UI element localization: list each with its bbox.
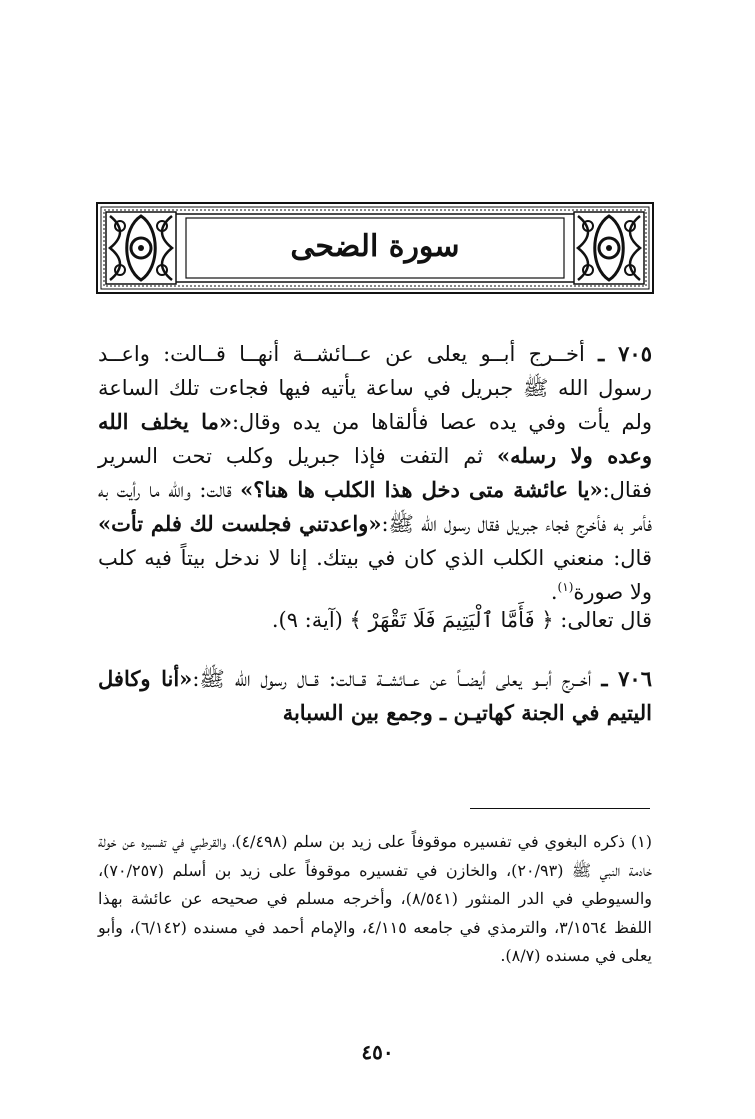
hadith-number: ٧٠٥ ـ bbox=[598, 341, 652, 366]
hadith-quote: «ما يخلف الله وعده ولا رسله» bbox=[98, 409, 652, 468]
hadith-quote: «أنا وكافل اليتيم في الجنة كهاتيـن ـ وجمع بين السبابة bbox=[98, 666, 652, 725]
hadith-706-paragraph bbox=[98, 662, 652, 730]
hadith-text: . bbox=[550, 580, 558, 604]
hadith-text: أخــرج أبــو يعلى أيضــاً عن عــائشــة قــالت: قــال رسول الله ﷺ: bbox=[192, 667, 602, 691]
hadith-text: قالت: والله ما رأيت به فأمر به فأخرج فجاء جبريل فقال رسول الله ﷺ: bbox=[98, 478, 653, 536]
footnote-separator bbox=[470, 808, 650, 809]
ayah-quotation: قال تعالى: ﴿ فَأَمَّا ٱلْيَتِيمَ فَلَا تَقْهَرْ ﴾ (آية: ٩). bbox=[271, 608, 652, 632]
hadith-text: أخــرج أبــو يعلى عن عــائشــة أنهــا قــالت: واعــد رسول الله ﷺ جبريل في ساعة يأتيه فيها فجاءت تلك الساعة ولم يأت وفي يده عصا فألقاها من يده وقال: bbox=[98, 342, 652, 434]
footnote-reference[interactable]: (١) bbox=[557, 580, 574, 594]
hadith-705-paragraph bbox=[98, 337, 652, 609]
surah-title: سورة الضحى bbox=[290, 229, 460, 264]
hadith-text: قال: منعني الكلب الذي كان في بيتك. إنا لا ندخل بيتاً فيه كلب ولا صورة bbox=[98, 546, 652, 604]
footnote-text: (١) ذكره البغوي في تفسيره موقوفاً على زيد بن سلم (٤/٤٩٨)، والقرطبي في تفسيره عن خولة خادمة النبي ﷺ (٢٠/٩٣)، والخازن في تفسيره موقوفاً على زيد بن أسلم (٧٠/٢٥٧)، والسيوطي في الدر المنثور (٨/٥٤١)، وأخرجه مسلم في صحيحه عن عائشة بهذا اللفظ ٣/١٥٦٤، والترمذي في جامعه ٤/١١٥، والإمام أحمد في مسنده (٦/١٤٢)، وأبو يعلى في مسنده (٨/٧). bbox=[98, 832, 653, 965]
hadith-text: ثم التفت فإذا جبريل وكلب تحت السرير فقال: bbox=[98, 444, 652, 502]
page-number: ٤٥٠ bbox=[361, 1040, 394, 1064]
hadith-number: ٧٠٦ ـ bbox=[601, 666, 652, 691]
surah-title-banner bbox=[96, 202, 654, 294]
hadith-quote: «واعدتني فجلست لك فلم تأت» bbox=[98, 511, 382, 536]
hadith-quote: «يا عائشة متى دخل هذا الكلب ها هنا؟» bbox=[240, 477, 603, 502]
